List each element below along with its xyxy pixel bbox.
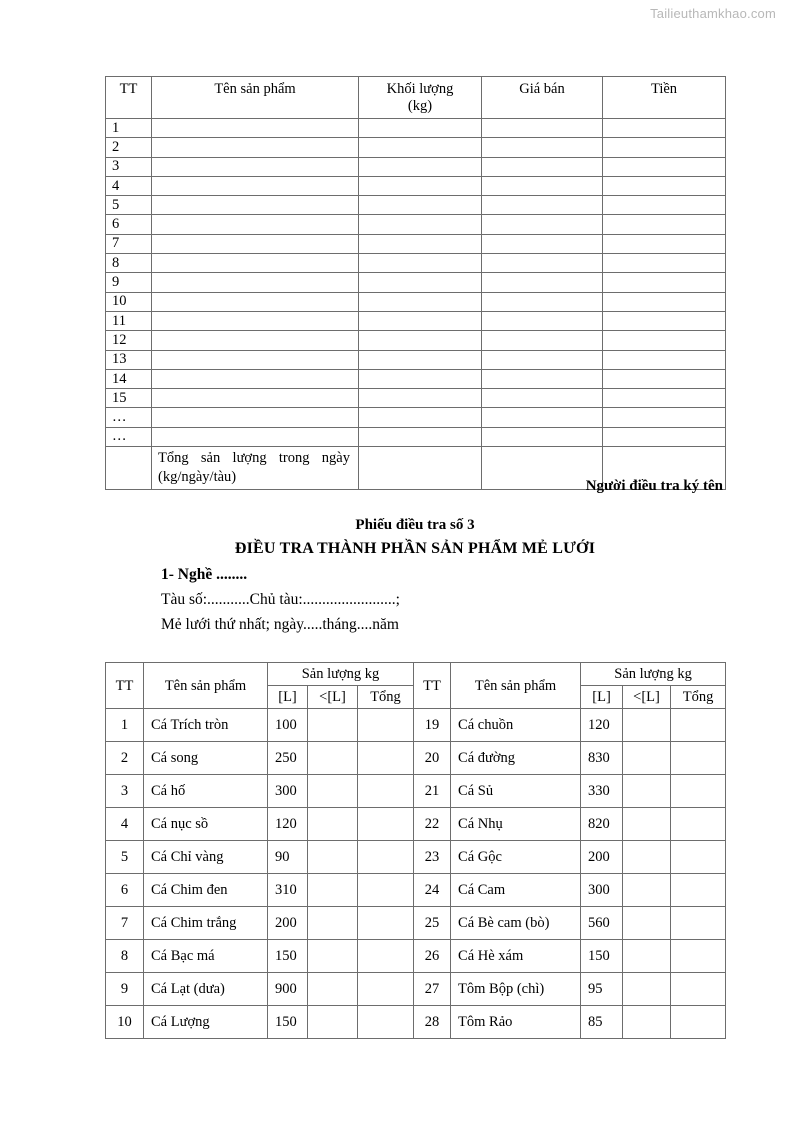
product-name-cell[interactable]: [152, 427, 359, 446]
table-one-header-row: [106, 77, 726, 119]
site-watermark: Tailieuthamkhao.com: [650, 6, 776, 21]
product-name-cell[interactable]: [152, 119, 359, 138]
output-l-right[interactable]: 560: [581, 907, 623, 940]
table-row: [106, 709, 726, 742]
species-name-left: Cá Trích tròn: [144, 709, 268, 742]
product-name-cell[interactable]: [152, 292, 359, 311]
output-total-right[interactable]: [671, 775, 726, 808]
row-index: 1: [106, 119, 152, 138]
table-one-body: [106, 119, 726, 490]
weight-cell[interactable]: [359, 389, 482, 408]
species-name-right: Cá Gộc: [451, 841, 581, 874]
output-total-right[interactable]: [671, 940, 726, 973]
output-less-l-right[interactable]: [623, 808, 671, 841]
weight-cell[interactable]: [359, 369, 482, 388]
species-name-left: Cá Lạt (dưa): [144, 973, 268, 1006]
product-name-cell[interactable]: [152, 234, 359, 253]
species-index-right: 28: [414, 1006, 451, 1039]
price-cell[interactable]: [482, 350, 603, 369]
weight-cell[interactable]: [359, 273, 482, 292]
species-index-left: 7: [106, 907, 144, 940]
money-cell[interactable]: [603, 176, 726, 195]
table-row: [106, 176, 726, 195]
species-index-left: 5: [106, 841, 144, 874]
weight-cell[interactable]: [359, 331, 482, 350]
table-row: [106, 841, 726, 874]
species-index-left: 2: [106, 742, 144, 775]
money-cell[interactable]: [603, 273, 726, 292]
weight-cell[interactable]: [359, 254, 482, 273]
product-name-cell[interactable]: [152, 138, 359, 157]
species-name-left: Cá nục sồ: [144, 808, 268, 841]
weight-cell[interactable]: [359, 176, 482, 195]
col-header-weight-line2: (kg): [407, 98, 433, 114]
product-name-cell[interactable]: [152, 369, 359, 388]
row-index: …: [106, 408, 152, 427]
table-row: [106, 254, 726, 273]
species-index-left: 10: [106, 1006, 144, 1039]
output-l-left[interactable]: 90: [268, 841, 308, 874]
money-cell[interactable]: [603, 292, 726, 311]
output-l-right[interactable]: 830: [581, 742, 623, 775]
species-index-left: 3: [106, 775, 144, 808]
output-less-l-left[interactable]: [308, 841, 358, 874]
weight-cell[interactable]: [359, 138, 482, 157]
species-name-left: Cá hố: [144, 775, 268, 808]
row-index: 3: [106, 157, 152, 176]
output-total-left[interactable]: [358, 841, 414, 874]
col-header-tt-right: TT: [414, 663, 451, 709]
price-cell[interactable]: [482, 408, 603, 427]
table-row: [106, 273, 726, 292]
output-less-l-right[interactable]: [623, 907, 671, 940]
output-l-left[interactable]: 200: [268, 907, 308, 940]
species-name-left: Cá Lượng: [144, 1006, 268, 1039]
output-l-right[interactable]: 200: [581, 841, 623, 874]
output-less-l-right[interactable]: [623, 1006, 671, 1039]
col-header-total-left: Tổng: [358, 686, 414, 709]
table-row: [106, 973, 726, 1006]
species-index-right: 22: [414, 808, 451, 841]
row-index: 9: [106, 273, 152, 292]
table-row: [106, 1006, 726, 1039]
col-header-tt-left: TT: [106, 663, 144, 709]
output-less-l-right[interactable]: [623, 874, 671, 907]
col-header-weight-line1: Khối lượng: [386, 81, 454, 97]
price-cell[interactable]: [482, 119, 603, 138]
price-cell[interactable]: [482, 176, 603, 195]
col-header-less-l-right: <[L]: [623, 686, 671, 709]
output-less-l-left[interactable]: [308, 1006, 358, 1039]
table-row: [106, 331, 726, 350]
output-less-l-left[interactable]: [308, 940, 358, 973]
output-less-l-left[interactable]: [308, 808, 358, 841]
money-cell[interactable]: [603, 254, 726, 273]
price-cell[interactable]: [482, 196, 603, 215]
output-l-right[interactable]: 300: [581, 874, 623, 907]
row-index: 2: [106, 138, 152, 157]
output-l-left[interactable]: 310: [268, 874, 308, 907]
product-name-cell[interactable]: [152, 350, 359, 369]
species-name-right: Cá Nhụ: [451, 808, 581, 841]
weight-cell[interactable]: [359, 311, 482, 330]
table-two-body: [106, 709, 726, 1039]
output-less-l-left[interactable]: [308, 742, 358, 775]
row-index: 13: [106, 350, 152, 369]
table-row: [106, 874, 726, 907]
species-name-right: Cá Sủ: [451, 775, 581, 808]
output-total-right[interactable]: [671, 709, 726, 742]
col-header-name-right: Tên sản phẩm: [451, 663, 581, 709]
form-header-block: [105, 514, 725, 637]
col-header-price: Giá bán: [482, 77, 603, 119]
weight-cell[interactable]: [359, 292, 482, 311]
daily-catch-table: [105, 76, 726, 490]
price-cell[interactable]: [482, 427, 603, 446]
col-header-less-l-left: <[L]: [308, 686, 358, 709]
output-total-left[interactable]: [358, 709, 414, 742]
price-cell[interactable]: [482, 234, 603, 253]
species-index-left: 1: [106, 709, 144, 742]
product-name-cell[interactable]: [152, 215, 359, 234]
output-total-left[interactable]: [358, 775, 414, 808]
table-row: [106, 119, 726, 138]
output-total-right[interactable]: [671, 841, 726, 874]
form-main-title: ĐIỀU TRA THÀNH PHẦN SẢN PHẨM MẺ LƯỚI: [234, 540, 596, 557]
output-l-left[interactable]: 150: [268, 940, 308, 973]
product-name-cell[interactable]: [152, 389, 359, 408]
species-name-left: Cá Chim đen: [144, 874, 268, 907]
col-header-money: Tiền: [603, 77, 726, 119]
money-cell[interactable]: [603, 389, 726, 408]
money-cell[interactable]: [603, 311, 726, 330]
col-header-total-right: Tổng: [671, 686, 726, 709]
output-l-right[interactable]: 820: [581, 808, 623, 841]
table-row: [106, 742, 726, 775]
product-name-cell[interactable]: [152, 273, 359, 292]
form-number-title: Phiếu điều tra số 3: [355, 517, 475, 533]
money-cell[interactable]: [603, 119, 726, 138]
table-row: [106, 907, 726, 940]
species-name-right: Cá đường: [451, 742, 581, 775]
price-cell[interactable]: [482, 389, 603, 408]
table-row: [106, 196, 726, 215]
output-total-left[interactable]: [358, 907, 414, 940]
table-row: [106, 940, 726, 973]
output-l-left[interactable]: 100: [268, 709, 308, 742]
field-me-luoi: Mẻ lưới thứ nhất; ngày.....tháng....năm: [161, 616, 399, 633]
output-l-left[interactable]: 120: [268, 808, 308, 841]
output-total-left[interactable]: [358, 940, 414, 973]
money-cell[interactable]: [603, 157, 726, 176]
col-header-l-right: [L]: [581, 686, 623, 709]
money-cell[interactable]: [603, 350, 726, 369]
output-l-left[interactable]: 250: [268, 742, 308, 775]
net-haul-composition-table: [105, 662, 726, 1039]
species-name-left: Cá Chim trắng: [144, 907, 268, 940]
price-cell[interactable]: [482, 369, 603, 388]
col-header-l-left: [L]: [268, 686, 308, 709]
species-name-right: Cá Bè cam (bò): [451, 907, 581, 940]
row-index: 5: [106, 196, 152, 215]
table-row: [106, 234, 726, 253]
output-l-right[interactable]: 150: [581, 940, 623, 973]
output-less-l-right[interactable]: [623, 742, 671, 775]
money-cell[interactable]: [603, 331, 726, 350]
species-index-left: 6: [106, 874, 144, 907]
price-cell[interactable]: [482, 292, 603, 311]
weight-cell[interactable]: [359, 350, 482, 369]
signer-label: Người điều tra ký tên: [585, 478, 723, 494]
species-index-right: 25: [414, 907, 451, 940]
price-cell[interactable]: [482, 215, 603, 234]
output-l-right[interactable]: 85: [581, 1006, 623, 1039]
table-row: [106, 157, 726, 176]
table-two-header-row-1: [106, 663, 726, 686]
output-less-l-right[interactable]: [623, 841, 671, 874]
table-row: [106, 369, 726, 388]
weight-cell[interactable]: [359, 119, 482, 138]
money-cell[interactable]: [603, 138, 726, 157]
output-l-left[interactable]: 150: [268, 1006, 308, 1039]
output-less-l-right[interactable]: [623, 940, 671, 973]
species-name-right: Tôm Rảo: [451, 1006, 581, 1039]
col-header-name-left: Tên sản phẩm: [144, 663, 268, 709]
species-name-left: Cá song: [144, 742, 268, 775]
species-index-left: 4: [106, 808, 144, 841]
output-total-right[interactable]: [671, 973, 726, 1006]
money-cell[interactable]: [603, 427, 726, 446]
species-name-right: Cá chuồn: [451, 709, 581, 742]
output-less-l-right[interactable]: [623, 709, 671, 742]
col-header-output-left: Sản lượng kg: [268, 663, 414, 686]
output-l-left[interactable]: 300: [268, 775, 308, 808]
species-index-right: 23: [414, 841, 451, 874]
species-name-right: Cá Cam: [451, 874, 581, 907]
row-index: 15: [106, 389, 152, 408]
total-label-line2: (kg/ngày/tàu): [158, 469, 237, 486]
weight-cell[interactable]: [359, 196, 482, 215]
output-total-left[interactable]: [358, 742, 414, 775]
weight-cell[interactable]: [359, 427, 482, 446]
species-name-right: Tôm Bộp (chì): [451, 973, 581, 1006]
product-name-cell[interactable]: [152, 331, 359, 350]
table-row: [106, 311, 726, 330]
col-header-product-name: Tên sản phẩm: [152, 77, 359, 119]
row-index: 7: [106, 234, 152, 253]
price-cell[interactable]: [482, 273, 603, 292]
species-index-right: 24: [414, 874, 451, 907]
weight-cell[interactable]: [359, 157, 482, 176]
price-cell[interactable]: [482, 138, 603, 157]
table-row: [106, 408, 726, 427]
output-less-l-left[interactable]: [308, 775, 358, 808]
price-cell[interactable]: [482, 157, 603, 176]
weight-cell[interactable]: [359, 408, 482, 427]
output-total-right[interactable]: [671, 808, 726, 841]
table-row: [106, 350, 726, 369]
product-name-cell[interactable]: [152, 176, 359, 195]
table-row: [106, 292, 726, 311]
species-index-right: 20: [414, 742, 451, 775]
output-total-right[interactable]: [671, 742, 726, 775]
species-index-left: 9: [106, 973, 144, 1006]
species-index-right: 21: [414, 775, 451, 808]
row-index: 12: [106, 331, 152, 350]
output-total-left[interactable]: [358, 874, 414, 907]
output-total-right[interactable]: [671, 907, 726, 940]
output-less-l-right[interactable]: [623, 973, 671, 1006]
species-index-right: 19: [414, 709, 451, 742]
col-header-tt: TT: [106, 77, 152, 119]
output-l-right[interactable]: 330: [581, 775, 623, 808]
species-index-right: 27: [414, 973, 451, 1006]
weight-cell[interactable]: [359, 234, 482, 253]
row-index: 10: [106, 292, 152, 311]
output-less-l-left[interactable]: [308, 874, 358, 907]
row-index: 8: [106, 254, 152, 273]
col-header-weight: [359, 77, 482, 119]
row-index: 4: [106, 176, 152, 195]
product-name-cell[interactable]: [152, 408, 359, 427]
output-less-l-left[interactable]: [308, 973, 358, 1006]
money-cell[interactable]: [603, 234, 726, 253]
output-less-l-left[interactable]: [308, 907, 358, 940]
field-nghe: 1- Nghề ........: [161, 566, 248, 583]
table-row: [106, 138, 726, 157]
weight-cell[interactable]: [359, 215, 482, 234]
product-name-cell[interactable]: [152, 311, 359, 330]
col-header-output-right: Sản lượng kg: [581, 663, 726, 686]
money-cell[interactable]: [603, 369, 726, 388]
money-cell[interactable]: [603, 215, 726, 234]
output-total-right[interactable]: [671, 874, 726, 907]
table-row: [106, 389, 726, 408]
output-total-right[interactable]: [671, 1006, 726, 1039]
price-cell[interactable]: [482, 331, 603, 350]
species-name-left: Cá Chỉ vàng: [144, 841, 268, 874]
species-index-right: 26: [414, 940, 451, 973]
table-row: [106, 808, 726, 841]
product-name-cell[interactable]: [152, 254, 359, 273]
total-label-line1: Tổng sản lượng trong ngày: [158, 450, 350, 467]
output-less-l-left[interactable]: [308, 709, 358, 742]
output-l-right[interactable]: 95: [581, 973, 623, 1006]
field-tau-so: Tàu số:...........Chủ tàu:........................;: [161, 591, 400, 608]
species-index-left: 8: [106, 940, 144, 973]
species-name-right: Cá Hè xám: [451, 940, 581, 973]
money-cell[interactable]: [603, 408, 726, 427]
row-index: 14: [106, 369, 152, 388]
species-name-left: Cá Bạc má: [144, 940, 268, 973]
table-row: [106, 427, 726, 446]
money-cell[interactable]: [603, 196, 726, 215]
product-name-cell[interactable]: [152, 196, 359, 215]
table-row: [106, 215, 726, 234]
row-index: …: [106, 427, 152, 446]
row-index: 11: [106, 311, 152, 330]
output-total-left[interactable]: [358, 973, 414, 1006]
price-cell[interactable]: [482, 254, 603, 273]
output-l-left[interactable]: 900: [268, 973, 308, 1006]
output-l-right[interactable]: 120: [581, 709, 623, 742]
product-name-cell[interactable]: [152, 157, 359, 176]
output-total-left[interactable]: [358, 1006, 414, 1039]
output-less-l-right[interactable]: [623, 775, 671, 808]
row-index: 6: [106, 215, 152, 234]
table-row: [106, 775, 726, 808]
price-cell[interactable]: [482, 311, 603, 330]
output-total-left[interactable]: [358, 808, 414, 841]
